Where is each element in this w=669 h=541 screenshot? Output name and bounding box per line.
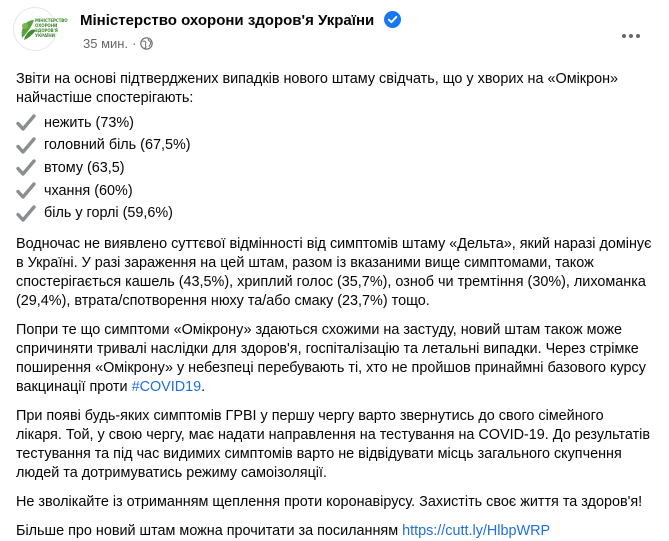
checkmark-icon — [16, 159, 36, 177]
paragraph-end: . — [201, 378, 206, 395]
more-options-dot — [636, 34, 640, 38]
avatar-text: МІНІСТЕРСТВО ОХОРОНИ ЗДОРОВ'Я УКРАЇНИ — [35, 18, 68, 38]
list-item — [16, 157, 652, 180]
spacer — [16, 512, 652, 522]
post-header — [13, 6, 657, 60]
list-item — [16, 180, 652, 203]
hashtag-link[interactable]: #COVID19 — [131, 378, 202, 395]
symptom-label: втому (63,5) — [44, 159, 125, 176]
symptom-label: головний біль (67,5%) — [44, 137, 191, 154]
spacer — [16, 397, 652, 407]
paragraph-omicron-text: Попри те що симптоми «Омікрону» здаються схожими на застуду, новий штам також може спричиняти тривалі наслідки для здоров'я, госпіталізацію та летальні випадки. Через стрімке поширення «Омікрону» у небезпеці перебувають ті, хто не пройшов принаймні базового курсу вакцинації проти — [16, 321, 646, 395]
verified-badge-icon — [384, 11, 401, 28]
list-item — [16, 202, 652, 225]
page-name-link[interactable]: Міністерство охорони здоров'я України — [80, 12, 375, 29]
post-meta — [83, 36, 153, 51]
globe-icon[interactable] — [140, 37, 153, 50]
meta-separator: · — [132, 36, 137, 51]
more-options-dot — [629, 34, 633, 38]
post-intro: Звіти на основі підтверджених випадків нового штаму свідчать, що у хворих на «Омікрон» найчастіше спостерігають: — [16, 71, 619, 106]
more-options-button[interactable] — [613, 18, 649, 54]
external-link[interactable]: https://cutt.ly/HlbpWRP — [402, 522, 551, 539]
spacer — [16, 225, 652, 235]
checkmark-icon — [16, 205, 36, 223]
paragraph-more-info — [16, 522, 652, 541]
more-info-text: Більше про новий штам можна прочитати за посиланням — [16, 522, 403, 539]
list-item — [16, 112, 652, 135]
paragraph-advice: При появі будь-яких симптомів ГРВІ у першу чергу варто звернутись до свого сімейного лікаря. Той, у свою чергу, має надати направлення на тестування на COVID-19. До результатів тестування та під час видимих симптомів варто не відвідувати місць загального скупчення людей та дотримуватись режиму самоізоляції. — [16, 407, 651, 481]
spacer — [16, 311, 652, 321]
checkmark-icon — [16, 137, 36, 155]
checkmark-icon — [16, 182, 36, 200]
spacer — [16, 483, 652, 493]
symptom-label: нежить (73%) — [44, 114, 134, 131]
paragraph-delta: Водночас не виявлено суттєвої відмінності від симптомів штаму «Дельта», який наразі домінує в Україні. У разі зараження на цей штам, разом із вказаними вище симптомами, також спостерігається кашель (43,5%), хриплий голос (35,7%), озноб чи тремтіння (30%), лихоманка (29,4%), втрата/спотворення нюху та/або смаку (23,7%) тощо. — [16, 235, 652, 309]
post-timestamp[interactable]: 35 мин. — [83, 36, 129, 51]
paragraph-omicron — [16, 321, 652, 397]
symptom-list — [16, 112, 652, 225]
page-avatar[interactable] — [13, 7, 68, 51]
symptom-label: чхання (60%) — [44, 182, 133, 199]
paragraph-vaccination: Не зволікайте із отриманням щеплення проти коронавірусу. Захистіть своє життя та здоров'я! — [16, 493, 643, 510]
more-options-icon — [622, 34, 626, 38]
checkmark-icon — [16, 114, 36, 132]
list-item — [16, 135, 652, 158]
symptom-label: біль у горлі (59,6%) — [44, 205, 173, 222]
post-body — [16, 70, 652, 541]
